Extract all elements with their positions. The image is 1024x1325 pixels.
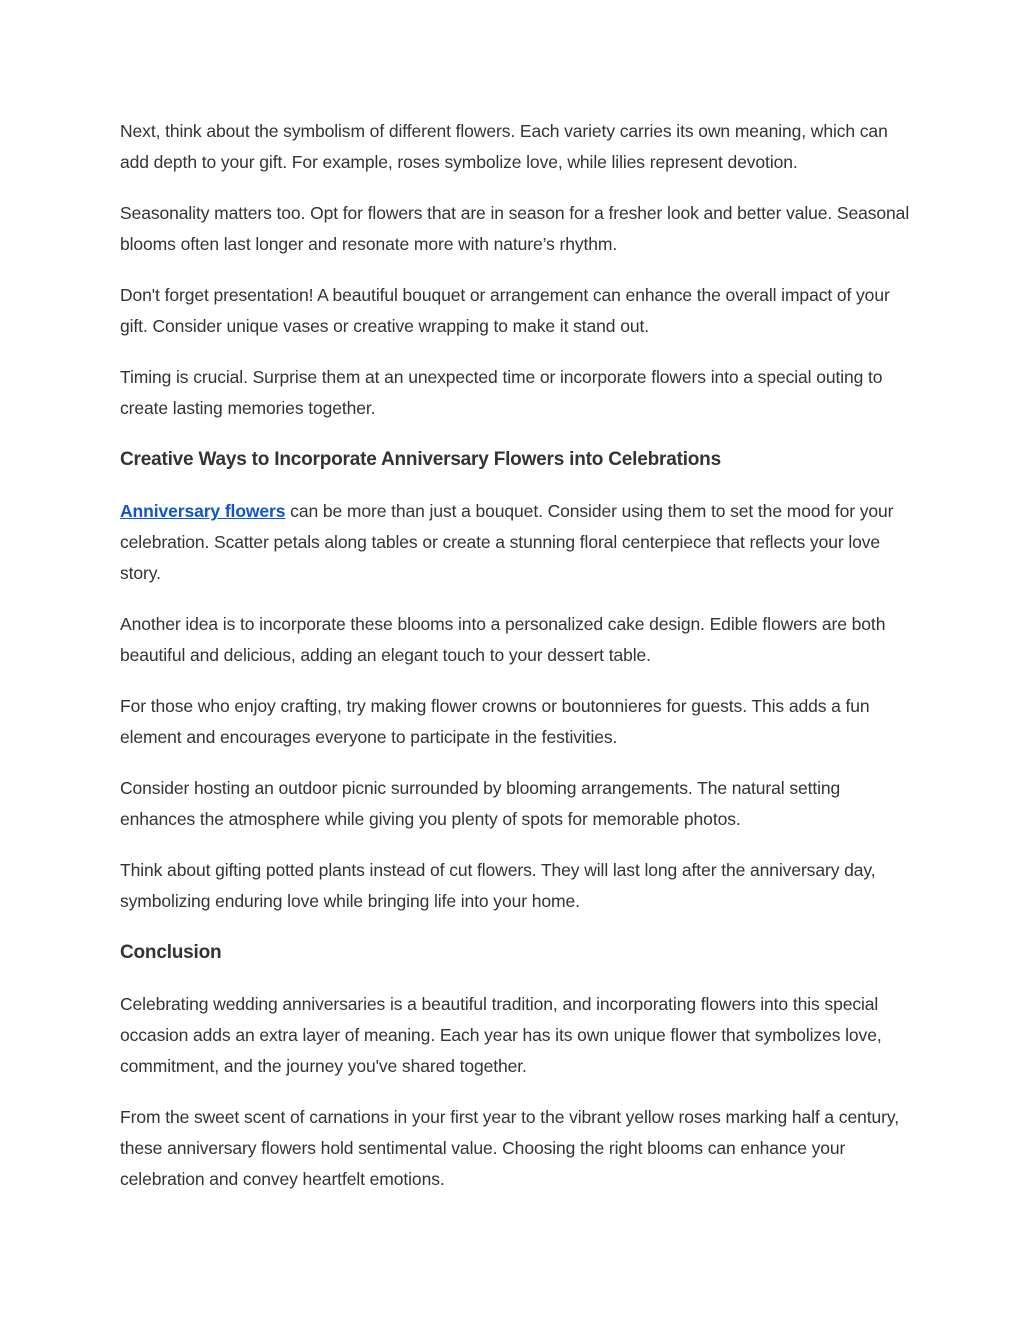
anniversary-flowers-link[interactable]: Anniversary flowers — [120, 501, 286, 521]
paragraph-timing: Timing is crucial. Surprise them at an unexpected time or incorporate flowers into a special outing to create lasting memories together. — [120, 367, 883, 418]
paragraph-conclusion-blooms: From the sweet scent of carnations in your first year to the vibrant yellow roses marking half a century, these anniversary flowers hold sentimental value. Choosing the right blooms can enhance your celebration and convey heartfelt emotions. — [120, 1107, 899, 1189]
paragraph-symbolism: Next, think about the symbolism of different flowers. Each variety carries its own meaning, which can add depth to your gift. For example, roses symbolize love, while lilies represent devotion. — [120, 121, 888, 172]
document-body — [120, 116, 910, 1215]
paragraph-anniversary-flowers — [120, 496, 910, 589]
paragraph-cake-design: Another idea is to incorporate these blooms into a personalized cake design. Edible flowers are both beautiful and delicious, adding an elegant touch to your dessert table. — [120, 614, 886, 665]
paragraph-conclusion-tradition: Celebrating wedding anniversaries is a beautiful tradition, and incorporating flowers into this special occasion adds an extra layer of meaning. Each year has its own unique flower that symbolizes love, commitment, and the journey you've shared together. — [120, 994, 882, 1076]
paragraph-picnic: Consider hosting an outdoor picnic surrounded by blooming arrangements. The natural setting enhances the atmosphere while giving you plenty of spots for memorable photos. — [120, 778, 841, 829]
paragraph-anniversary-flowers-text: can be more than just a bouquet. Consider using them to set the mood for your celebration. Scatter petals along tables or create a stunning floral centerpiece that reflects your love story. — [120, 501, 894, 583]
paragraph-crafting: For those who enjoy crafting, try making flower crowns or boutonnieres for guests. This adds a fun element and encourages everyone to participate in the festivities. — [120, 696, 870, 747]
paragraph-seasonality: Seasonality matters too. Opt for flowers that are in season for a fresher look and better value. Seasonal blooms often last longer and resonate more with nature’s rhythm. — [120, 203, 910, 254]
paragraph-potted-plants: Think about gifting potted plants instead of cut flowers. They will last long after the anniversary day, symbolizing enduring love while bringing life into your home. — [120, 860, 876, 911]
heading-conclusion: Conclusion — [120, 942, 222, 963]
heading-creative-ways: Creative Ways to Incorporate Anniversary Flowers into Celebrations — [120, 449, 721, 470]
paragraph-presentation: Don't forget presentation! A beautiful bouquet or arrangement can enhance the overall impact of your gift. Consider unique vases or creative wrapping to make it stand out. — [120, 285, 890, 336]
